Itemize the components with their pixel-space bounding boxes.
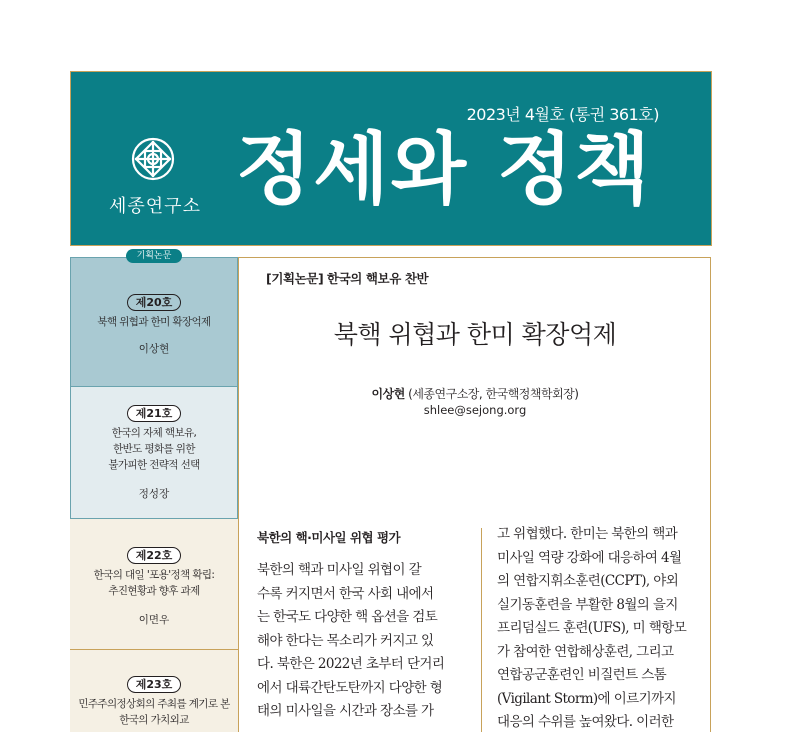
sidebar-item-title: 한국의 대일 '포용'정책 확립: 추진현황과 향후 과제: [93, 569, 215, 597]
section-heading: 북한의 핵·미사일 위협 평가: [257, 530, 401, 545]
issue-number-badge: 제22호: [127, 547, 182, 564]
sidebar-tag: 기획논문: [126, 249, 182, 263]
category-tag: [기획논문]: [266, 271, 324, 286]
frame-line: [238, 257, 239, 732]
body-paragraph: 북한의 핵과 미사일 위협이 갈 수록 커지면서 한국 사회 내에서 는 한국도 다양한 핵 옵션을 검토 해야 한다는 목소리가 커지고 있 다. 북한은 2022년 초부터 단거리 에서 대륙간탄도탄까지 다양한 형 태의 미사일을 시간과 장소를 가: [257, 562, 445, 719]
right-column: [497, 523, 709, 735]
sidebar-item-22[interactable]: [70, 519, 238, 649]
issue-number-badge: 제23호: [127, 676, 182, 693]
byline: [240, 385, 710, 402]
sidebar-item-author: 정성장: [138, 488, 170, 500]
frame-line: [710, 257, 711, 732]
sidebar-item-title: 북핵 위협과 한미 확장억제: [97, 316, 211, 328]
logo-text: 세종연구소: [109, 196, 201, 217]
body-paragraph: 고 위협했다. 한미는 북한의 핵과 미사일 역량 강화에 대응하여 4월 의 연합지휘소훈련(CCPT), 야외 실기동훈련을 부활한 8월의 을지 프리덤실드 훈련(UFS), 미 핵항모 가 참여한 연합해상훈련, 그리고 연합공군훈련인 비질런트 스톰 (Vigilant Storm)에 이르기까지 대응의 수위를 높여왔다. 이러한: [497, 526, 687, 730]
masthead-banner: [70, 71, 712, 246]
author-name: 이상현: [371, 387, 405, 401]
sidebar-item-23[interactable]: [70, 649, 238, 732]
sidebar-item-20[interactable]: [70, 257, 238, 387]
sidebar-item-title: 민주주의정상회의 주최를 계기로 본 한국의 가치외교: [78, 698, 230, 726]
sidebar-item-author: 이상현: [138, 343, 170, 355]
left-column: [257, 528, 467, 724]
author-affiliation: (세종연구소장, 한국핵정책학회장): [408, 387, 579, 401]
author-email[interactable]: shlee@sejong.org: [423, 403, 527, 417]
article-category: [266, 269, 428, 287]
sidebar-item-author: 이면우: [138, 614, 170, 626]
column-divider: [481, 528, 482, 732]
sidebar-item-title: 한국의 자체 핵보유, 한반도 평화를 위한 불가피한 전략적 선택: [108, 427, 200, 471]
article-title: 북핵 위협과 한미 확장억제: [333, 320, 617, 349]
sidebar-item-21[interactable]: [70, 387, 238, 519]
category-series: 한국의 핵보유 찬반: [326, 271, 429, 286]
issue-number-badge: 제20호: [127, 294, 182, 311]
issue-label: 2023년 4월호 (통권 361호): [466, 105, 659, 124]
frame-line: [238, 257, 711, 258]
sejong-logo-icon: [130, 136, 176, 182]
publication-title: 정세와 정책: [236, 125, 652, 215]
issue-number-badge: 제21호: [127, 405, 182, 422]
